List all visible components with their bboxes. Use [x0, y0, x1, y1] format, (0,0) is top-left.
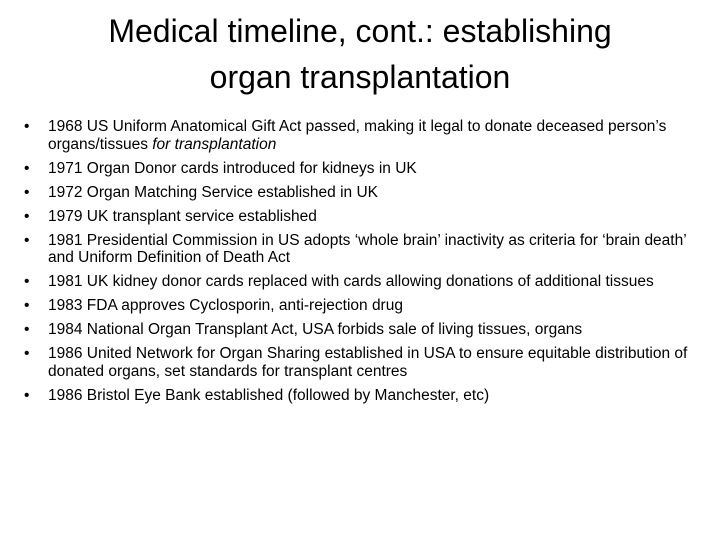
list-item: [24, 321, 704, 339]
list-item-text: 1986 United Network for Organ Sharing established in USA to ensure equitable distribution of donated organs, set standards for transplant centres: [48, 345, 688, 380]
list-item: [24, 184, 704, 202]
list-item: [24, 297, 704, 315]
list-item-text: 1981 Presidential Commission in US adopts ‘whole brain’ inactivity as criteria for ‘brain death’ and Uniform Definition of Death Act: [48, 231, 687, 266]
list-item: [24, 208, 704, 226]
list-item-text: 1981 UK kidney donor cards replaced with cards allowing donations of additional tissues: [48, 273, 654, 290]
list-item-text: 1984 National Organ Transplant Act, USA forbids sale of living tissues, organs: [48, 321, 583, 338]
list-item-text: 1983 FDA approves Cyclosporin, anti-rejection drug: [48, 297, 403, 314]
bullet-icon: •: [24, 273, 30, 290]
bullet-icon: •: [24, 118, 30, 135]
list-item-text: 1971 Organ Donor cards introduced for kidneys in UK: [48, 159, 417, 177]
list-item-text: 1968 US Uniform Anatomical Gift Act passed, making it legal to donate deceased person’s organs/tissues: [48, 118, 667, 153]
bullet-icon: •: [24, 321, 30, 338]
list-item-text: 1979 UK transplant service established: [48, 207, 317, 225]
list-item: [24, 273, 704, 291]
list-item: [24, 118, 704, 153]
list-item: [24, 232, 704, 267]
slide-title-line-1: Medical timeline, cont.: establishing: [108, 13, 612, 49]
bullet-icon: •: [24, 297, 30, 314]
bullet-icon: •: [24, 345, 30, 362]
list-item: [24, 345, 704, 380]
bullet-icon: •: [24, 386, 30, 404]
slide-title-line-2: organ transplantation: [209, 59, 511, 95]
bullet-icon: •: [24, 207, 30, 225]
bullet-icon: •: [24, 159, 30, 177]
timeline-bullet-list: [24, 118, 704, 411]
list-item: [24, 387, 704, 405]
slide-title: [60, 8, 660, 100]
bullet-icon: •: [24, 183, 30, 201]
list-item: [24, 160, 704, 178]
list-item-italic-text: for transplantation: [152, 135, 277, 153]
list-item-text: 1986 Bristol Eye Bank established (followed by Manchester, etc): [48, 386, 490, 404]
list-item-text: 1972 Organ Matching Service established in UK: [48, 183, 378, 201]
bullet-icon: •: [24, 231, 30, 249]
